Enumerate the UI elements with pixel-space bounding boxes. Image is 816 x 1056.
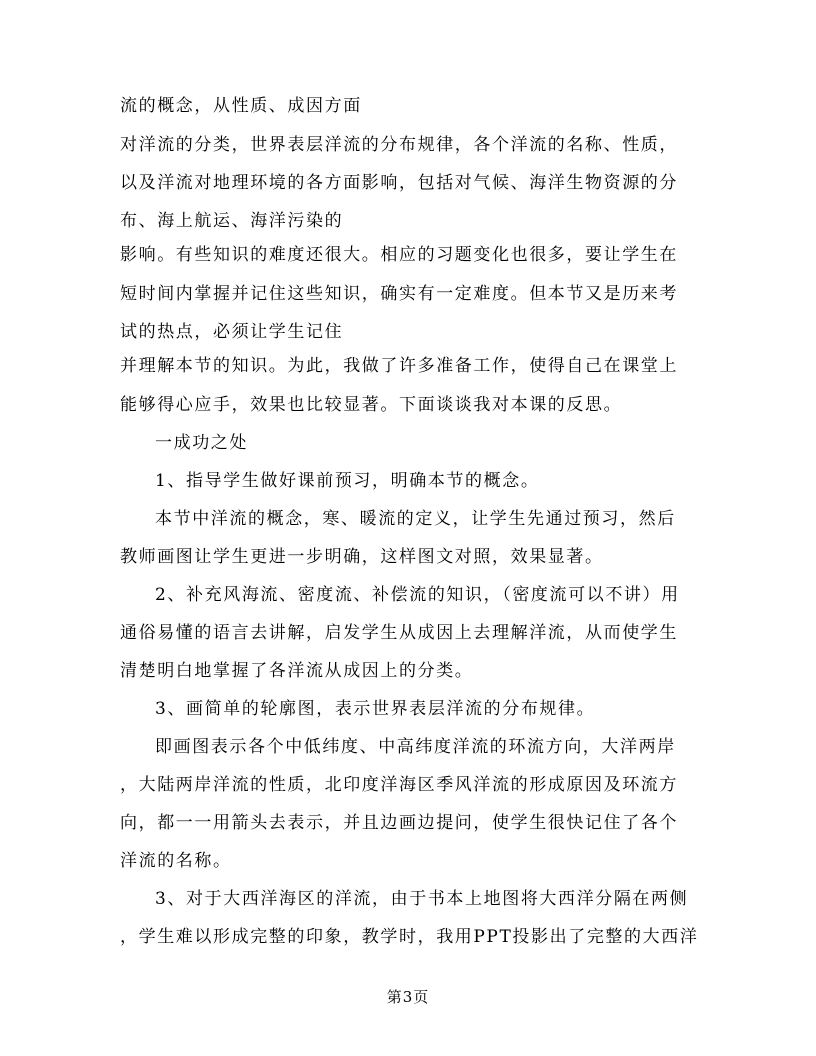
text-line: 向，都一一用箭头去表示，并且边画边提问，使学生很快记住了各个 — [120, 813, 678, 833]
text-line: ，学生难以形成完整的印象，教学时，我用PPT投影出了完整的大西洋 — [120, 927, 699, 947]
text-line: 洋流的名称。 — [120, 851, 232, 871]
text-line: 即画图表示各个中低纬度、中高纬度洋流的环流方向，大洋两岸 — [155, 737, 676, 757]
text-line: 3、对于大西洋海区的洋流，由于书本上地图将大西洋分隔在两侧 — [155, 889, 689, 909]
text-line: 教师画图让学生更进一步明确，这样图文对照，效果显著。 — [120, 547, 604, 567]
text-line: 以及洋流对地理环境的各方面影响，包括对气候、海洋生物资源的分 — [120, 173, 678, 193]
text-line: 流的概念，从性质、成因方面 — [120, 96, 362, 116]
text-line: 1、指导学生做好课前预习，明确本节的概念。 — [155, 471, 540, 491]
text-line: 短时间内掌握并记住这些知识，确实有一定难度。但本节又是历来考 — [120, 284, 678, 304]
text-line: 试的热点，必须让学生记住 — [120, 322, 344, 342]
text-line: 并理解本节的知识。为此，我做了许多准备工作，使得自己在课堂上 — [120, 356, 678, 376]
text-line: ，大陆两岸洋流的性质，北印度洋海区季风洋流的形成原因及环流方 — [120, 775, 678, 795]
text-line: 本节中洋流的概念，寒、暖流的定义，让学生先通过预习，然后 — [155, 509, 676, 529]
text-line: 2、补充风海流、密度流、补偿流的知识，（密度流可以不讲）用 — [155, 585, 680, 605]
page-number: 第3页 — [386, 988, 430, 1006]
text-line: 影响。有些知识的难度还很大。相应的习题变化也很多，要让学生在 — [120, 245, 678, 265]
text-line: 布、海上航运、海洋污染的 — [120, 211, 344, 231]
section-heading: 一成功之处 — [155, 433, 248, 453]
text-line: 通俗易懂的语言去讲解，启发学生从成因上去理解洋流，从而使学生 — [120, 623, 678, 643]
text-line: 对洋流的分类，世界表层洋流的分布规律，各个洋流的名称、性质， — [120, 135, 678, 155]
text-line: 3、画简单的轮廓图，表示世界表层洋流的分布规律。 — [155, 699, 596, 719]
text-line: 清楚明白地掌握了各洋流从成因上的分类。 — [120, 661, 474, 681]
text-line: 能够得心应手，效果也比较显著。下面谈谈我对本课的反思。 — [120, 395, 623, 415]
